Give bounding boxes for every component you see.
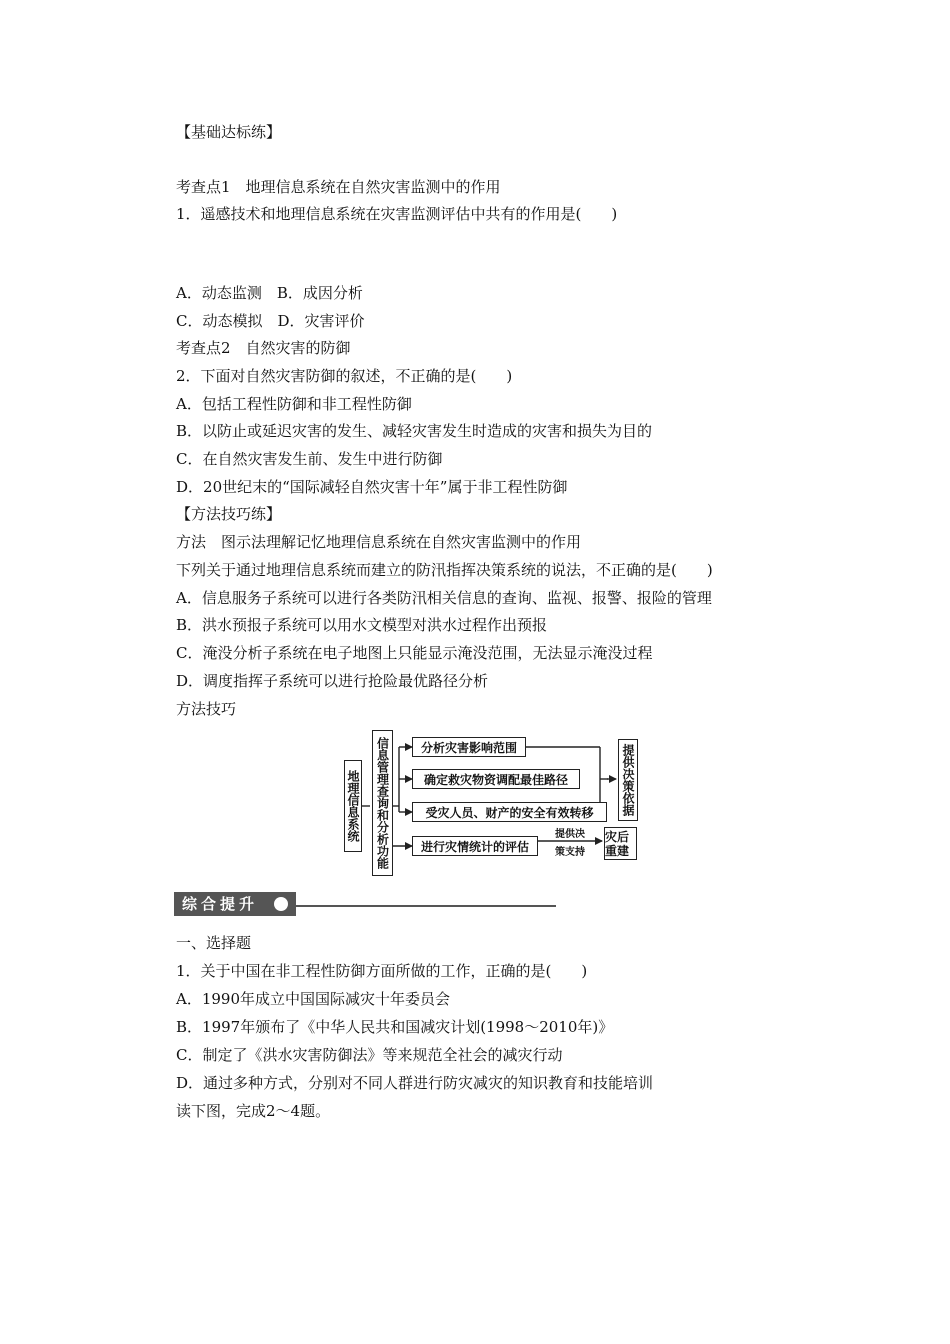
decision-basis-box: 提供决策依据 [618, 739, 638, 821]
question-2-stem: 2．下面对自然灾害防御的叙述，不正确的是( ) [176, 367, 513, 385]
method-question-option-b: B．洪水预报子系统可以用水文模型对洪水过程作出预报 [176, 616, 548, 634]
choice-question-1-option-c: C．制定了《洪水灾害防御法》等来规范全社会的减灾行动 [176, 1046, 563, 1064]
banner-dot-icon [274, 897, 288, 911]
choice-question-1-option-b: B．1997年颁布了《中华人民共和国减灾计划(1998～2010年)》 [176, 1018, 614, 1036]
banner-rule [296, 905, 556, 907]
question-2-option-a: A．包括工程性防御和非工程性防御 [176, 395, 412, 413]
method-tips-label: 方法技巧 [176, 700, 237, 718]
question-1-options-ab: A．动态监测 B．成因分析 [176, 284, 363, 302]
read-figure-instruction: 读下图，完成2～4题。 [176, 1102, 331, 1120]
gis-box: 地理信息系统 [344, 760, 362, 852]
method-title: 方法 图示法理解记忆地理信息系统在自然灾害监测中的作用 [176, 533, 582, 551]
choice-questions-heading: 一、选择题 [176, 934, 252, 952]
question-2-option-c: C．在自然灾害发生前、发生中进行防御 [176, 450, 443, 468]
rebuild-box: 灾后重建 [604, 827, 637, 860]
support-label-line-1: 提供决 [555, 829, 585, 840]
question-2-option-d: D．20世纪末的“国际减轻自然灾害十年”属于非工程性防御 [176, 478, 568, 496]
question-2-option-b: B．以防止或延迟灾害的发生、减轻灾害发生时造成的灾害和损失为目的 [176, 422, 653, 440]
method-question-option-c: C．淹没分析子系统在电子地图上只能显示淹没范围，无法显示淹没过程 [176, 644, 653, 662]
functions-box: 信息管理查询和分析功能 [372, 730, 393, 876]
question-1-options-cd: C．动态模拟 D．灾害评价 [176, 312, 365, 330]
comprehensive-banner: 综合提升 [174, 892, 296, 916]
method-question-stem: 下列关于通过地理信息系统而建立的防汛指挥决策系统的说法，不正确的是( ) [176, 561, 713, 579]
question-1-stem: 1．遥感技术和地理信息系统在灾害监测评估中共有的作用是( ) [176, 205, 618, 223]
section-basic-heading: 【基础达标练】 [176, 123, 282, 141]
branch-box-statistics-evaluation: 进行灾情统计的评估 [412, 836, 538, 856]
branch-box-safe-evacuation: 受灾人员、财产的安全有效转移 [412, 802, 607, 822]
choice-question-1-option-a: A．1990年成立中国国际减灾十年委员会 [176, 990, 451, 1008]
checkpoint-2-title: 考查点2 自然灾害的防御 [176, 339, 351, 357]
method-question-option-a: A．信息服务子系统可以进行各类防汛相关信息的查询、监视、报警、报险的管理 [176, 589, 712, 607]
branch-box-optimal-route: 确定救灾物资调配最佳路径 [412, 769, 580, 789]
section-method-heading: 【方法技巧练】 [176, 505, 282, 523]
method-question-option-d: D．调度指挥子系统可以进行抢险最优路径分析 [176, 672, 489, 690]
branch-box-impact-range: 分析灾害影响范围 [412, 737, 526, 757]
support-label-line-2: 策支持 [555, 847, 585, 858]
choice-question-1-stem: 1．关于中国在非工程性防御方面所做的工作，正确的是( ) [176, 962, 588, 980]
choice-question-1-option-d: D．通过多种方式，分别对不同人群进行防灾减灾的知识教育和技能培训 [176, 1074, 654, 1092]
checkpoint-1-title: 考查点1 地理信息系统在自然灾害监测中的作用 [176, 178, 501, 196]
